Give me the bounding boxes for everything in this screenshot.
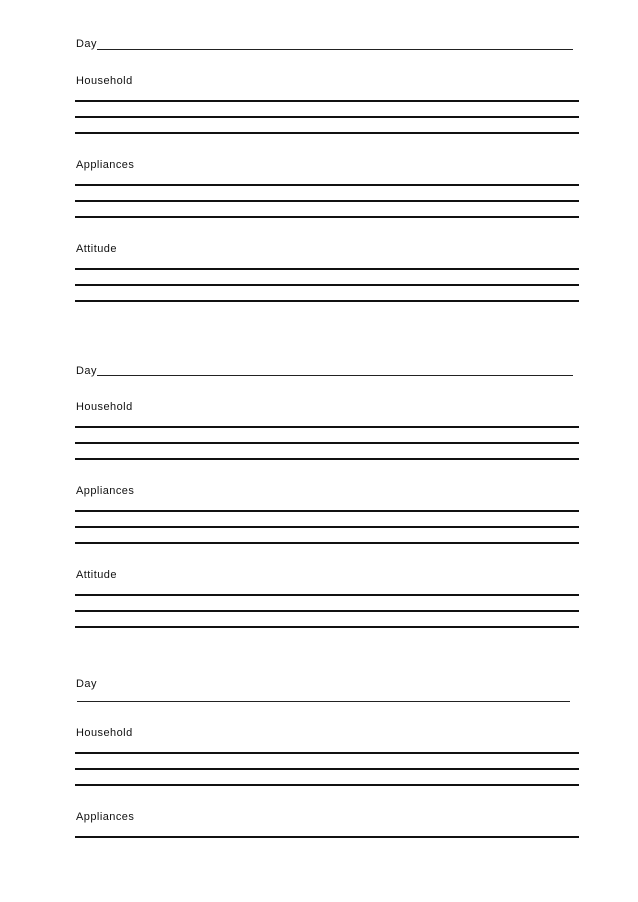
day-fill-line[interactable] bbox=[97, 375, 573, 376]
household-writing-line[interactable] bbox=[75, 458, 579, 460]
appliances-writing-line[interactable] bbox=[75, 184, 579, 186]
day-fill-line[interactable] bbox=[97, 49, 573, 50]
day-fill-line[interactable] bbox=[77, 701, 570, 702]
attitude-writing-line[interactable] bbox=[75, 268, 579, 270]
household-writing-line[interactable] bbox=[75, 116, 579, 118]
day-label: Day bbox=[76, 365, 97, 377]
attitude-label: Attitude bbox=[76, 243, 117, 255]
household-writing-line[interactable] bbox=[75, 442, 579, 444]
attitude-writing-line[interactable] bbox=[75, 626, 579, 628]
appliances-writing-line[interactable] bbox=[75, 216, 579, 218]
household-label: Household bbox=[76, 401, 133, 413]
appliances-writing-line[interactable] bbox=[75, 542, 579, 544]
household-writing-line[interactable] bbox=[75, 784, 579, 786]
appliances-writing-line[interactable] bbox=[75, 526, 579, 528]
household-label: Household bbox=[76, 75, 133, 87]
appliances-writing-line[interactable] bbox=[75, 510, 579, 512]
attitude-label: Attitude bbox=[76, 569, 117, 581]
attitude-writing-line[interactable] bbox=[75, 610, 579, 612]
attitude-writing-line[interactable] bbox=[75, 284, 579, 286]
appliances-label: Appliances bbox=[76, 159, 135, 171]
household-writing-line[interactable] bbox=[75, 426, 579, 428]
attitude-writing-line[interactable] bbox=[75, 594, 579, 596]
household-label: Household bbox=[76, 727, 133, 739]
appliances-label: Appliances bbox=[76, 485, 135, 497]
household-writing-line[interactable] bbox=[75, 768, 579, 770]
day-label: Day bbox=[76, 38, 97, 50]
appliances-writing-line[interactable] bbox=[75, 836, 579, 838]
household-writing-line[interactable] bbox=[75, 132, 579, 134]
household-writing-line[interactable] bbox=[75, 752, 579, 754]
appliances-label: Appliances bbox=[76, 811, 135, 823]
household-writing-line[interactable] bbox=[75, 100, 579, 102]
appliances-writing-line[interactable] bbox=[75, 200, 579, 202]
attitude-writing-line[interactable] bbox=[75, 300, 579, 302]
day-label: Day bbox=[76, 678, 97, 690]
